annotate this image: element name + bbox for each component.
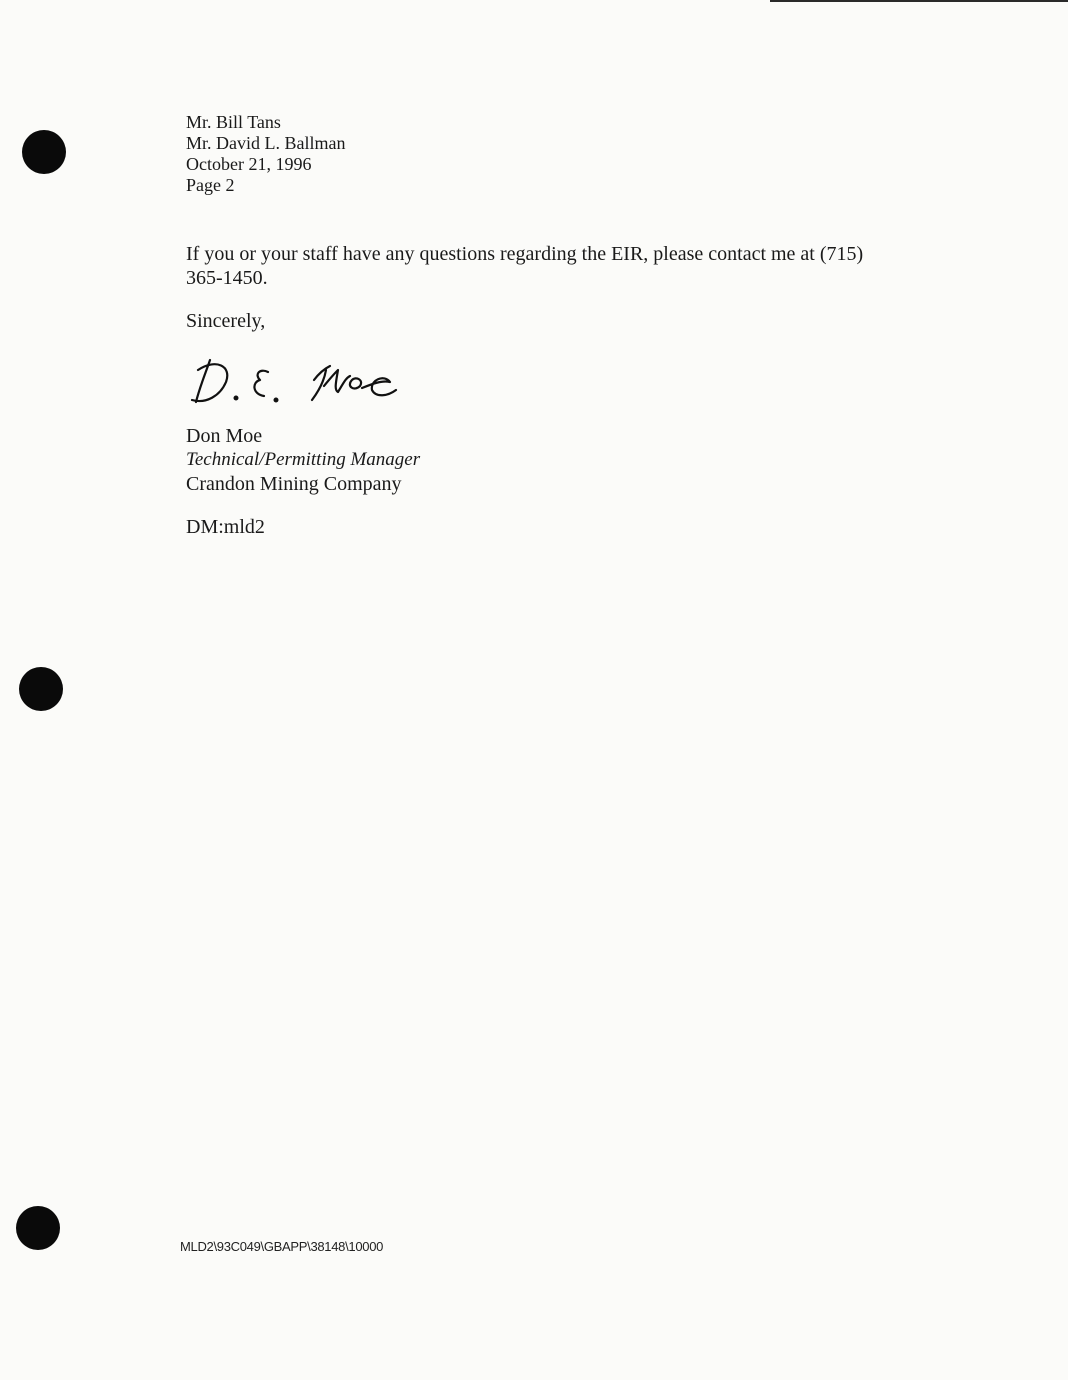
letter-date: October 21, 1996 xyxy=(186,154,312,174)
recipient-1: Mr. Bill Tans xyxy=(186,112,281,132)
footer-file-code: MLD2\93C049\GBAPP\38148\10000 xyxy=(180,1239,384,1254)
punch-hole-bottom xyxy=(16,1206,60,1250)
closing-salutation: Sincerely, xyxy=(186,310,266,332)
signer-name: Don Moe xyxy=(186,425,263,447)
signer-title: Technical/Permitting Manager xyxy=(186,449,421,470)
signer-company: Crandon Mining Company xyxy=(186,473,402,495)
typist-initials: DM:mld2 xyxy=(186,516,265,538)
signature-block xyxy=(186,424,420,496)
page-number: Page 2 xyxy=(186,175,235,195)
top-edge-rule xyxy=(770,0,1068,2)
punch-hole-middle xyxy=(19,667,63,711)
handwritten-signature xyxy=(186,350,406,412)
body-paragraph: If you or your staff have any questions regarding the EIR, please contact me at (715) 365-1450. xyxy=(186,243,864,289)
recipient-2: Mr. David L. Ballman xyxy=(186,133,346,153)
punch-hole-top xyxy=(22,130,66,174)
letter-header xyxy=(186,112,345,196)
